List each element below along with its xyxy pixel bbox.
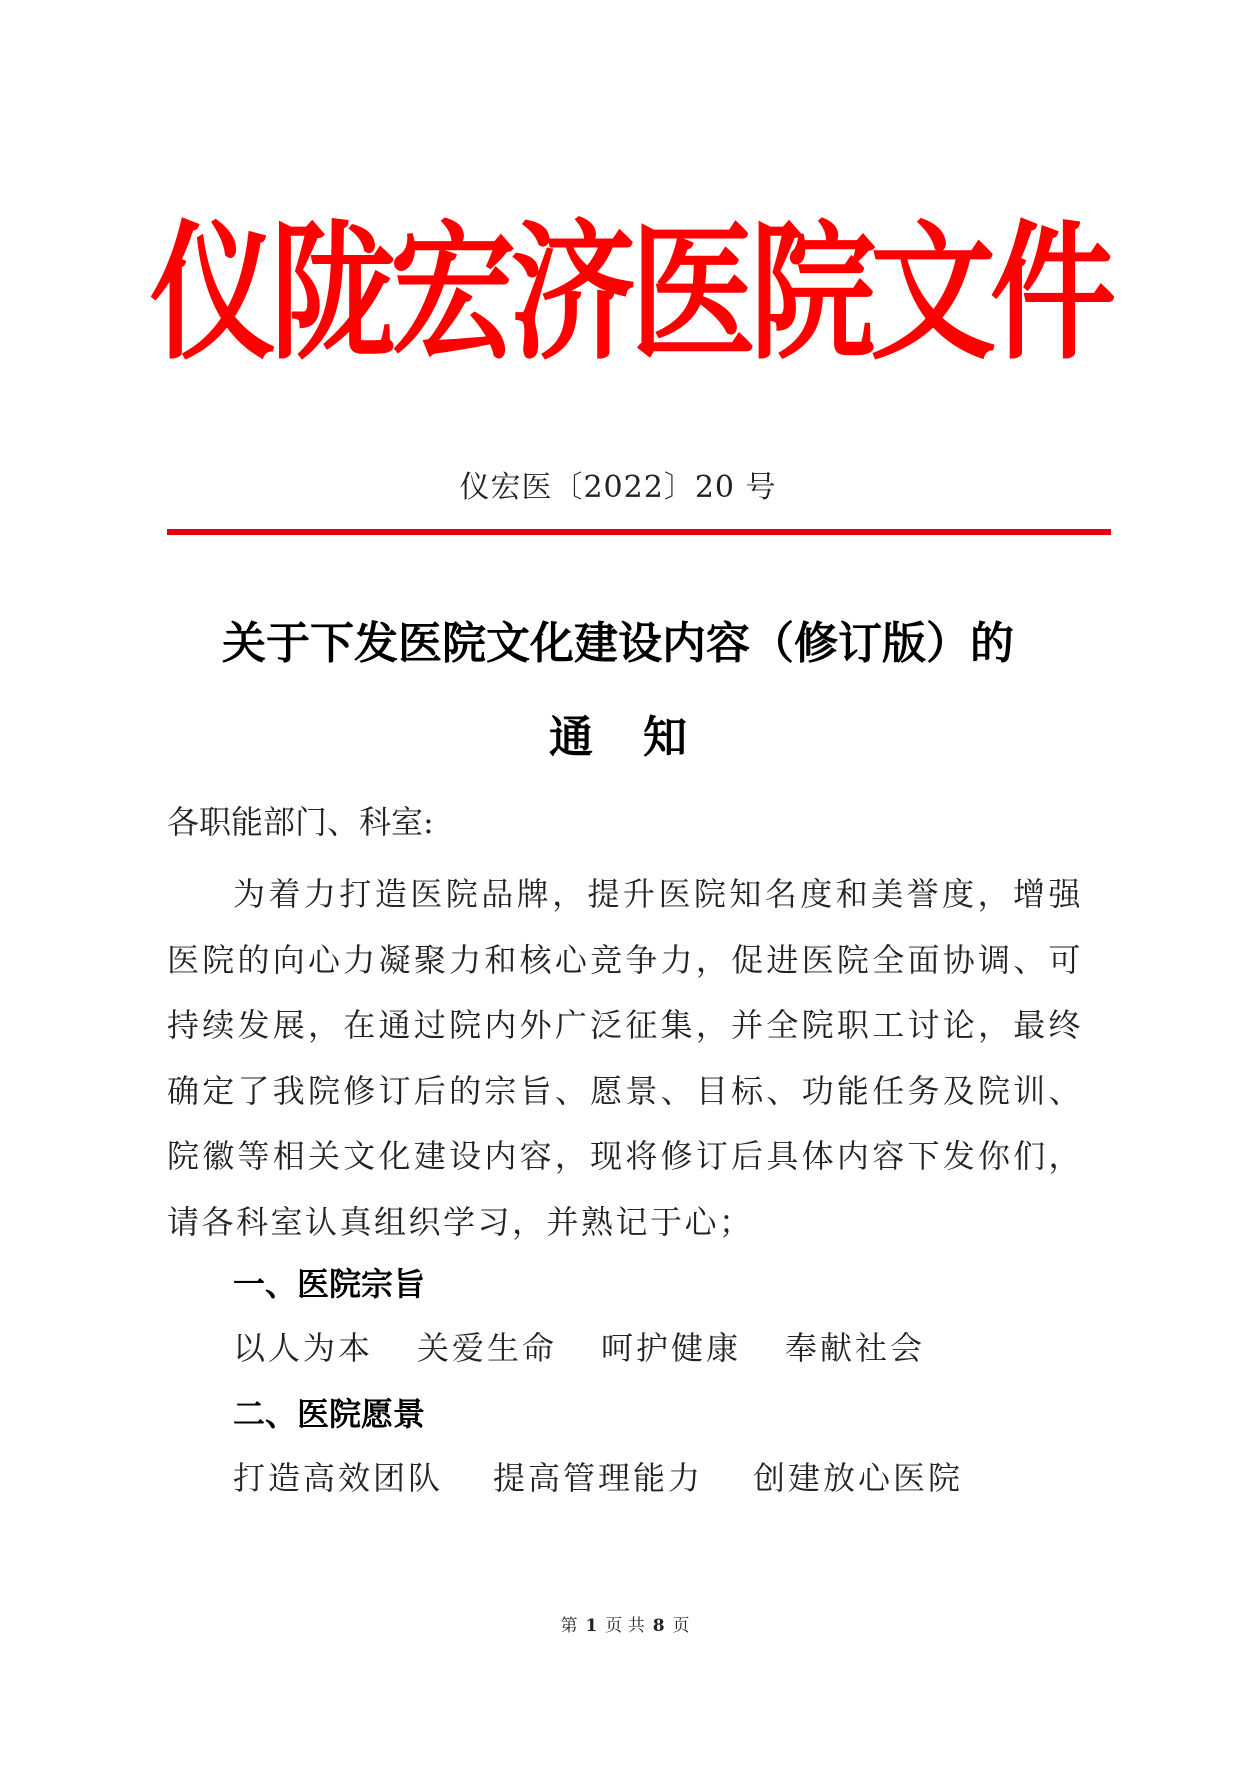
notice-title-line-1: 关于下发医院文化建设内容（修订版）的 (222, 618, 1014, 669)
section-heading-purpose: 一、医院宗旨 (233, 1265, 426, 1303)
body-paragraph: 为着力打造医院品牌，提升医院知名度和美誉度，增强医院的向心力凝聚力和核心竞争力，促进医院全面协调、可持续发展，在通过院内外广泛征集，并全院职工讨论，最终确定了我院修订后的宗旨、愿景、目标、功能任务及院训、院徽等相关文化建设内容，现将修订后具体内容下发你们，请各科室认真组织学习，并熟记于心； (167, 875, 1083, 1241)
purpose-phrase: 奉献社会 (785, 1329, 926, 1367)
vision-phrase: 打造高效团队 (233, 1459, 444, 1497)
vision-phrase: 提高管理能力 (493, 1459, 704, 1497)
purpose-phrase: 呵护健康 (601, 1329, 742, 1367)
purpose-phrases (233, 1326, 925, 1370)
purpose-phrase: 以人为本 (233, 1329, 374, 1367)
footer-total-pages: 8 (652, 1616, 665, 1636)
footer-middle: 页 共 (605, 1616, 645, 1636)
purpose-phrase: 关爱生命 (417, 1329, 558, 1367)
document-number: 仪宏医〔2022〕20 号 (459, 470, 777, 505)
section-heading-vision: 二、医院愿景 (233, 1395, 426, 1433)
salutation: 各职能部门、科室: (167, 803, 434, 841)
vision-phrase: 创建放心医院 (753, 1459, 964, 1497)
vision-phrases (233, 1456, 963, 1500)
page-footer (0, 1612, 1250, 1640)
footer-prefix: 第 (560, 1616, 578, 1636)
document-masthead: 仪陇宏济医院文件 (150, 206, 1110, 381)
footer-page-number: 1 (585, 1616, 598, 1636)
footer-suffix: 页 (672, 1616, 690, 1636)
notice-title-line-2: 通知 (549, 712, 737, 763)
red-separator-line (167, 529, 1111, 535)
